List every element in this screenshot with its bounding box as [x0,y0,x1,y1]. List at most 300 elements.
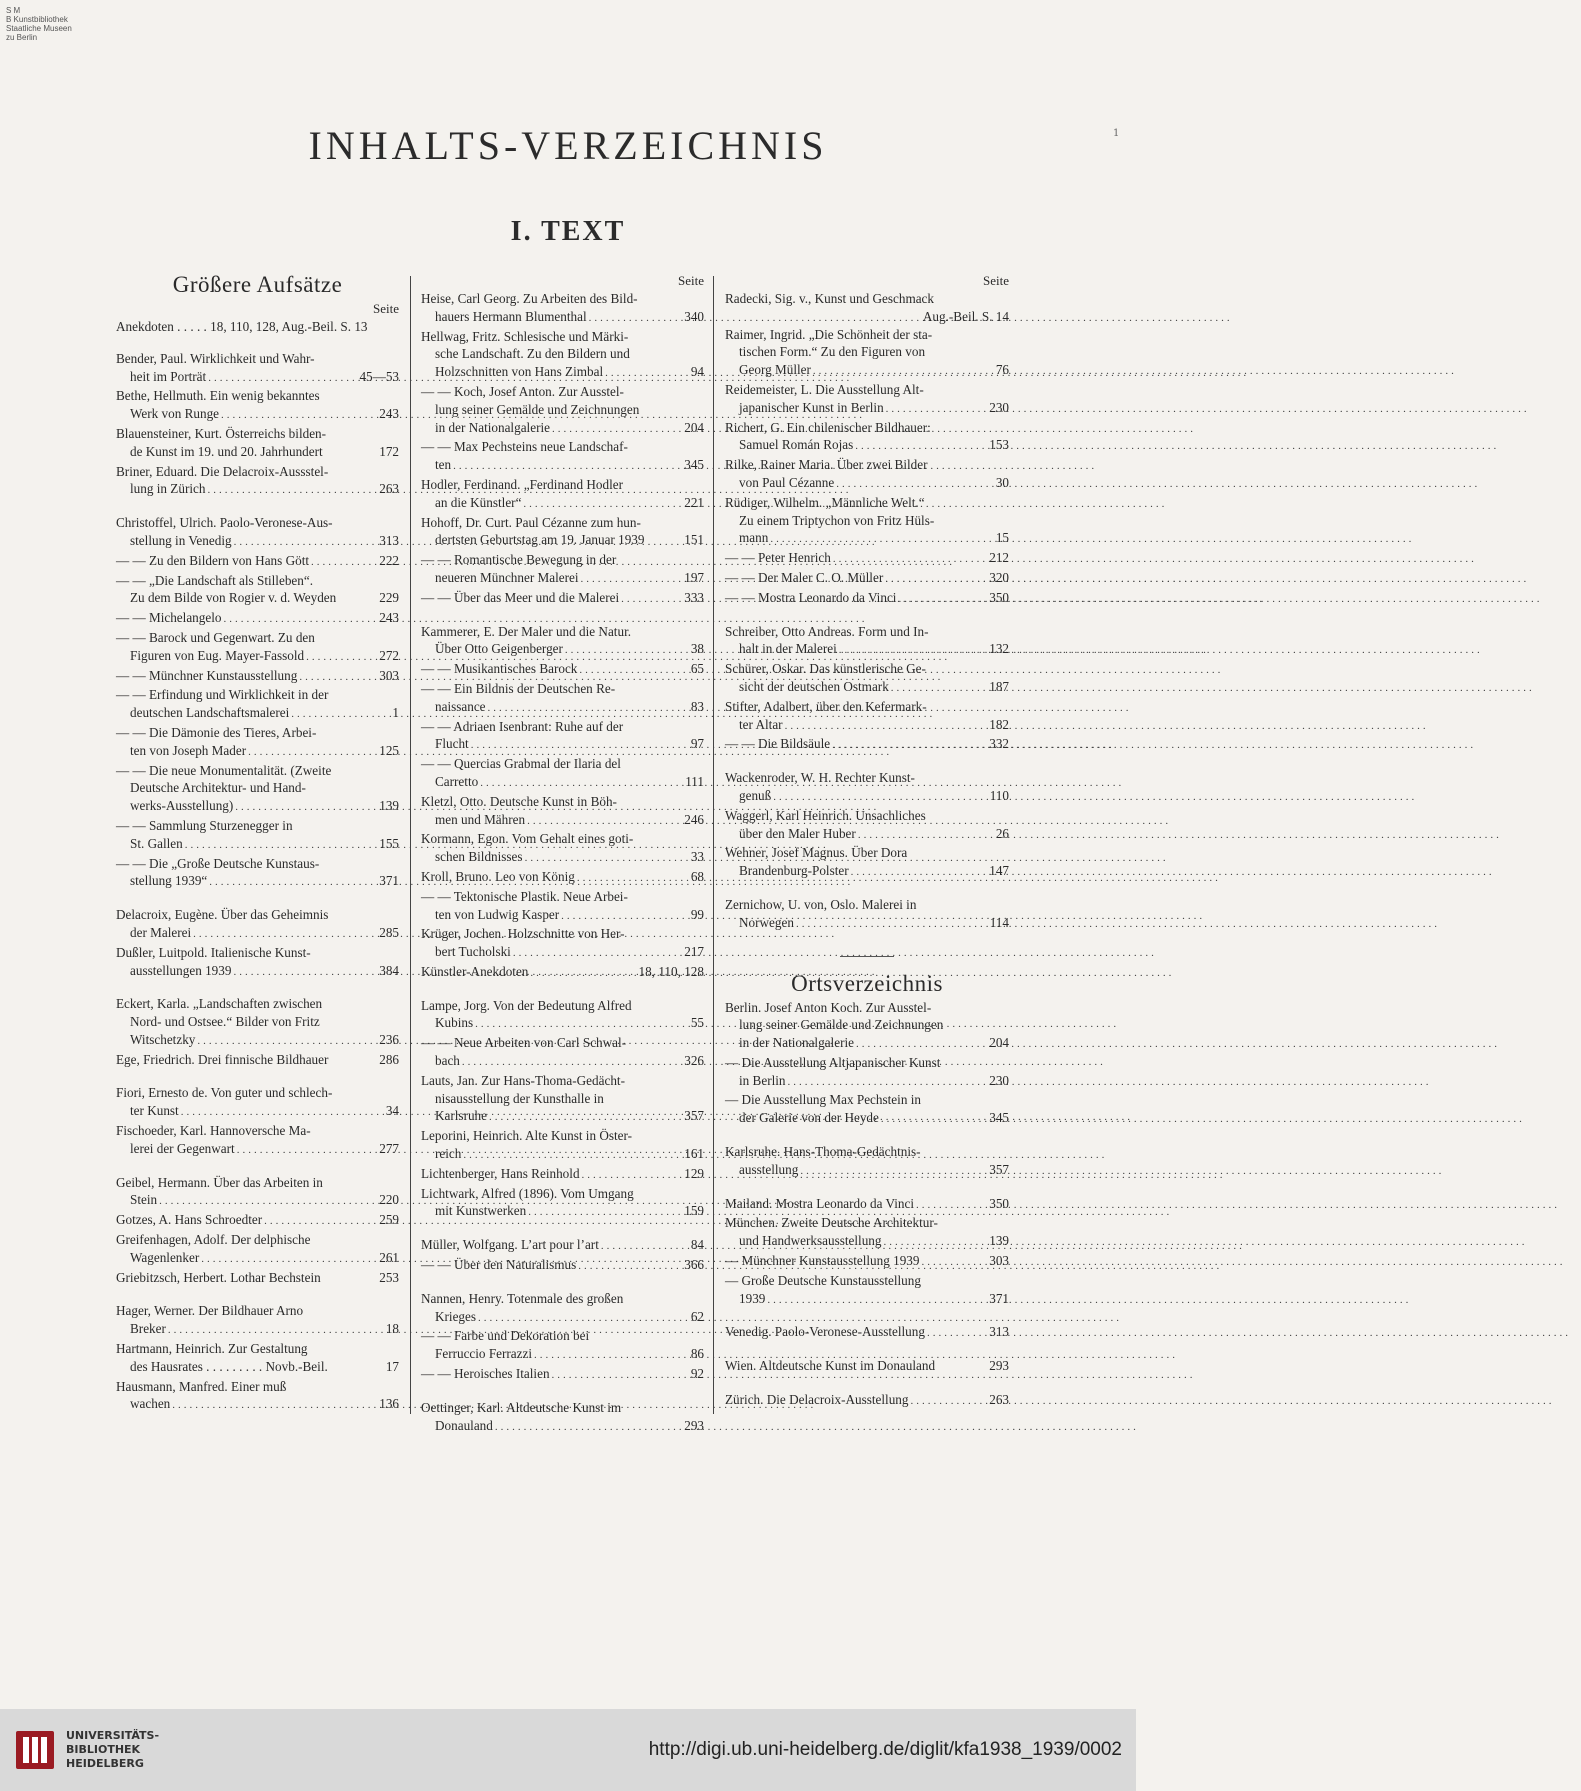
entry-title: Breker [130,1321,166,1337]
leader-dots [480,775,683,793]
page-number: 350 [989,589,1009,605]
index-entry [421,925,704,963]
index-entry [421,438,704,476]
leader-dots [773,789,987,807]
entry-title: lerei der Gegenwart [130,1140,235,1156]
index-entry [725,589,1009,609]
leader-dots [223,611,377,629]
stamp-line: B Kunstbibliothek [6,15,68,24]
index-entry [421,1256,704,1276]
entry-line [116,609,399,629]
index-entry [725,381,1009,419]
index-entry [421,1034,704,1072]
page-number: 86 [690,1346,704,1362]
page-number: 17 [385,1358,399,1374]
entry-line [421,773,704,793]
page-number: 182 [989,716,1009,732]
entry-title: Samuel Román Rojas [739,437,854,453]
index-entry [421,830,704,868]
entry-line: Reidemeister, L. Die Ausstellung Alt- [725,381,924,397]
leader-dots [916,1197,987,1215]
entry-line: München. Zweite Deutsche Architektur- [725,1215,938,1231]
entry-line [725,825,1009,845]
index-entry [116,1174,399,1212]
index-entry [725,1143,1009,1181]
leader-dots [856,1036,987,1054]
page-number: 18, 110, 128 [638,963,704,979]
entry-line: — — Ein Bildnis der Deutschen Re- [421,680,616,696]
entry-line [725,862,1009,882]
entry-line [421,456,704,476]
entry-line [421,589,704,609]
entry-title: ten von Ludwig Kasper [435,906,560,922]
entry-line [725,569,1009,589]
page-number: 229 [379,590,399,606]
leader-dots [495,1419,682,1437]
leader-dots [209,874,377,892]
leader-dots [513,945,682,963]
page-number: 345 [684,457,704,473]
page-number: 220 [379,1192,399,1208]
entry-title: deutschen Landschaftsmalerei [130,705,290,721]
page-number: 45—53 [359,368,399,384]
entry-line [421,308,704,328]
entry-line [725,399,1009,419]
leader-dots [291,706,390,724]
entry-line: — — Farbe und Dekoration bei [421,1328,590,1344]
leader-dots [836,476,994,494]
index-entry [116,463,399,501]
entry-line [725,678,1009,698]
leader-dots [311,554,377,572]
leader-dots [201,1251,377,1269]
entry-line [421,1202,704,1222]
entry-title: Griebitzsch, Herbert. Lothar Bechstein [116,1269,321,1285]
leader-dots [898,591,987,609]
index-entry [421,888,704,926]
stamp-line: zu Berlin [6,33,38,42]
index-entry [725,698,1009,736]
entry-line: — — Die neue Monumentalität. (Zweite [116,762,332,778]
entry-line: — Große Deutsche Kunstausstellung [725,1272,921,1288]
entry-title: — — Der Maler C. O. Müller [725,569,884,585]
entry-line [116,872,399,892]
library-logo-icon [14,1729,56,1771]
page-label: Seite [678,273,704,288]
entry-line [725,1391,1009,1411]
page-number: 221 [684,494,704,510]
entry-title: halt in der Malerei [739,641,837,657]
leader-dots [159,1193,377,1211]
entry-line [116,667,399,687]
leader-dots [475,1016,689,1034]
index-entry [116,572,399,610]
leader-dots [851,864,988,882]
page-number: 357 [989,1161,1009,1177]
leader-dots [922,1254,988,1272]
entry-title: Carretto [435,773,479,789]
entry-title: — — Zu den Bildern von Hans Gött [116,552,310,568]
column-larger-essays [116,272,399,1415]
leader-dots [528,1204,682,1222]
leader-dots [832,737,987,755]
entry-title: ter Kunst [130,1103,179,1119]
index-entry [421,383,704,438]
entry-line [725,640,1009,660]
entry-title: Georg Müller [739,362,811,378]
entry-line [725,549,1009,569]
entry-line [116,1395,399,1415]
library-name-line: UNIVERSITÄTS- [66,1729,160,1742]
entry-title: Künstler-Anekdoten [421,963,529,979]
entry-line: lung seiner Gemälde und Zeichnungen [435,401,640,417]
index-entry [421,660,704,680]
entry-line: Bender, Paul. Wirklichkeit und Wahr- [116,350,315,366]
entry-line: Hellwag, Fritz. Schlesische und Märki- [421,328,629,344]
page-number: 136 [379,1396,399,1412]
page-number: 147 [989,863,1009,879]
entry-line: — — Quercias Grabmal der Ilaria del [421,756,621,772]
leader-dots [552,1367,689,1385]
index-entry [421,589,704,609]
leader-dots [885,571,987,589]
leader-dots [577,870,689,888]
leader-dots [207,482,377,500]
entry-line [421,848,704,868]
entry-line: Blauensteiner, Kurt. Österreichs bilden- [116,425,327,441]
entry-title: Ege, Friedrich. Drei finnische Bildhauer [116,1051,329,1067]
page-number: 263 [379,481,399,497]
entry-title: bach [435,1053,460,1069]
entry-title: Zu dem Bilde von Rogier v. d. Weyden [130,590,337,606]
entry-line [421,531,704,551]
entry-title: und Handwerksausstellung [739,1233,882,1249]
leader-dots [168,1322,384,1340]
index-entry [421,623,704,661]
entry-line: Berlin. Josef Anton Koch. Zur Ausstel- [725,999,932,1015]
leader-dots [788,1074,988,1092]
page-number: 151 [684,532,704,548]
leader-dots [883,1234,987,1252]
leader-dots [881,1111,987,1129]
page-mark: 1 [1113,128,1120,139]
leader-dots [770,531,994,549]
page-number: 320 [989,569,1009,585]
entry-line: — — Die Dämonie des Tieres, Arbei- [116,724,317,740]
entry-line: — — Max Pechsteins neue Landschaf- [421,439,628,455]
leader-dots [233,964,377,982]
entry-line [421,569,704,589]
entry-line: — — Tektonische Plastik. Neue Arbei- [421,888,628,904]
entry-line: Leporini, Heinrich. Alte Kunst in Öster- [421,1128,633,1144]
section-title: I. TEXT [510,216,626,247]
leader-dots [478,1310,689,1328]
entry-line [116,647,399,667]
leader-dots [530,965,636,983]
leader-dots [565,642,689,660]
stamp-line: Staatliche Museen [6,24,72,33]
entry-title: der Malerei [130,924,192,940]
entry-title: — — Mostra Leonardo da Vinci [725,589,897,605]
entry-line [725,716,1009,736]
index-entry [116,1302,399,1340]
entry-line: nisausstellung der Kunsthalle in [435,1090,604,1106]
leader-dots [463,1147,682,1165]
index-entry [725,623,1009,661]
entry-title: Kroll, Bruno. Leo von König [421,868,575,884]
page-number: 217 [684,944,704,960]
leader-dots [855,438,987,456]
entry-line: Schürer, Oskar. Das künstlerische Ge- [725,661,926,677]
index-entry [421,1165,704,1185]
page-number: 97 [690,736,704,752]
entry-title: mann [739,530,769,546]
entry-title: Venedig. Paolo-Veronese-Ausstellung [725,1324,925,1340]
entry-line [725,1161,1009,1181]
entry-title: in Berlin [739,1072,786,1088]
leader-dots [891,680,987,698]
leader-dots [927,1325,987,1343]
entry-line: Richert, G. Ein chilenischer Bildhauer: [725,419,931,435]
library-stamp [6,6,72,42]
index-entry [116,514,399,552]
entry-line: Anekdoten . . . . . 18, 110, 128, Aug.-Beil. S. 13 [116,319,368,334]
leader-dots [185,837,377,855]
index-entry [421,793,704,831]
entry-line [725,1109,1009,1129]
entry-line [116,589,399,609]
index-entry [725,1272,1009,1310]
page-number: 18 [385,1321,399,1337]
leader-dots [208,370,357,388]
entry-line [725,735,1009,755]
entry-title: — — Über das Meer und die Malerei [421,589,620,605]
entry-line [116,1140,399,1160]
entry-line [116,1269,399,1289]
entry-title: de Kunst im 19. und 20. Jahrhundert [130,443,323,459]
page-number: 92 [690,1366,704,1382]
leader-dots [601,1238,689,1256]
entry-line: Zu einem Triptychon von Fritz Hüls- [739,512,935,528]
page-number: 159 [684,1203,704,1219]
entry-line [116,480,399,500]
page-number: 303 [989,1253,1009,1269]
index-entry [421,718,704,756]
entry-title: über den Maler Huber [739,825,856,841]
entry-line [421,735,704,755]
entry-title: in der Nationalgalerie [435,419,550,435]
column-essays-and-places [725,272,1009,1411]
entry-title: heit im Porträt [130,368,207,384]
index-entry [421,1290,704,1328]
entry-line [421,1107,704,1127]
index-entry [116,1122,399,1160]
page-number: 139 [379,798,399,814]
entry-title: werks-Ausstellung) [130,798,234,814]
leader-dots [237,1142,378,1160]
entry-line [421,640,704,660]
entry-line [421,363,704,383]
entry-line [116,924,399,944]
index-entry [421,1365,704,1385]
entry-line: Fischoeder, Karl. Hannoversche Ma- [116,1123,311,1139]
entry-line [725,787,1009,807]
entry-line: Fiori, Ernesto de. Von guter und schlech- [116,1085,333,1101]
entry-line: Kletzl, Otto. Deutsche Kunst in Böh- [421,793,617,809]
page-number: 261 [379,1249,399,1265]
entry-line [421,1052,704,1072]
entry-line: — — Neue Arbeiten von Carl Schwal- [421,1035,627,1051]
footer-bar [0,1709,1136,1791]
entry-line: Christoffel, Ulrich. Paolo-Veronese-Aus- [116,515,333,531]
entry-title: — — Über den Naturalismus [421,1257,577,1273]
page-number: 38 [690,641,704,657]
entry-title: — — Die Bildsäule [725,736,831,752]
entry-line: Stifter, Adalbert, über den Kefermark- [725,698,927,714]
index-entry [116,1378,399,1416]
entry-line [421,1236,704,1256]
page-number: 246 [684,811,704,827]
page-number: 172 [379,443,399,459]
page-number: 350 [989,1195,1009,1211]
page-number: 30 [995,474,1009,490]
entry-line [421,906,704,926]
entry-title: Wien. Altdeutsche Kunst im Donauland [725,1358,936,1374]
section-divider [840,956,894,957]
index-entry [725,1091,1009,1129]
leader-dots [534,1347,689,1365]
entry-line [421,419,704,439]
leader-dots [306,649,377,667]
page-number: 129 [684,1165,704,1181]
entry-line [116,797,399,817]
entry-title: Ferruccio Ferrazzi [435,1346,533,1362]
entry-line: Wehner, Josef Magnus. Über Dora [725,845,908,861]
entry-title: ten von Joseph Mader [130,742,247,758]
entry-line [116,1191,399,1211]
leader-dots [858,827,994,845]
entry-line: Nord- und Ostsee.“ Bilder von Fritz [130,1014,320,1030]
entry-title: men und Mähren [435,811,526,827]
entry-title: Über Otto Geigenberger [435,641,563,657]
entry-line [116,1031,399,1051]
entry-line [116,405,399,425]
leader-dots [299,669,377,687]
page-number: 110 [989,787,1009,803]
entry-title: Holzschnitten von Hans Zimbal [435,364,604,380]
leader-dots [796,916,988,934]
index-entry [725,769,1009,807]
entry-title: schen Bildnisses [435,849,523,865]
page-number: 155 [379,835,399,851]
entry-line: Schreiber, Otto Andreas. Form und In- [725,623,929,639]
index-entry [116,425,399,463]
index-entry [421,868,704,888]
index-entry [116,855,399,893]
index-entry [116,762,399,817]
entry-line: Eckert, Karla. „Landschaften zwischen [116,996,323,1012]
index-entry [421,680,704,718]
entry-title: ten [435,457,452,473]
page-number: 243 [379,610,399,626]
page-number: 15 [995,530,1009,546]
entry-title: in der Nationalgalerie [739,1035,854,1051]
entry-line [116,1358,399,1378]
index-entry [116,944,399,982]
leader-dots [561,908,689,926]
leader-dots [581,571,683,589]
entry-line: Lauts, Jan. Zur Hans-Thoma-Gedächt- [421,1072,625,1088]
page-number: 197 [684,569,704,585]
entry-title: St. Gallen [130,835,183,851]
index-entry [116,609,399,629]
page-number: 111 [685,773,704,789]
page-number: 55 [690,1015,704,1031]
entry-line [421,943,704,963]
index-entry [116,387,399,425]
entry-title: Figuren von Eug. Mayer-Fassold [130,647,305,663]
entry-line [421,811,704,831]
page-number: 303 [379,667,399,683]
entry-title: an die Künstler“ [435,494,522,510]
leader-dots [578,1258,682,1276]
entry-line: Raimer, Ingrid. „Die Schönheit der sta- [725,326,933,342]
page-number: 65 [690,661,704,677]
index-entry [116,1084,399,1122]
entry-title: Norwegen [739,914,794,930]
entry-line [725,436,1009,456]
page-number: 236 [379,1031,399,1047]
leader-dots [193,926,377,944]
source-url-link[interactable]: http://digi.ub.uni-heidelberg.de/diglit/kfa1938_1939/0002 [648,1739,1122,1760]
index-entry [116,552,399,572]
entry-line [725,1072,1009,1092]
entry-title: ausstellungen 1939 [130,962,232,978]
index-entry [725,1323,1009,1343]
leader-dots [489,1109,682,1127]
entry-line: lung seiner Gemälde und Zeichnungen [739,1017,944,1033]
entry-line [725,1195,1009,1215]
stamp-line: S M [6,6,21,15]
entry-line: Bethe, Hellmuth. Ein wenig bekanntes [116,388,320,404]
page-number: 293 [684,1417,704,1433]
page-number: 277 [379,1140,399,1156]
index-entry [421,476,704,514]
entry-line: Karlsruhe. Hans-Thoma-Gedächtnis- [725,1144,921,1160]
page-number: 263 [989,1392,1009,1408]
entry-line: Waggerl, Karl Heinrich. Unsachliches [725,807,926,823]
entry-line: — — Adriaen Isenbrant: Ruhe auf der [421,718,624,734]
page-number: 84 [690,1237,704,1253]
column-essays-continued [421,272,704,1436]
entry-line [116,1051,399,1071]
index-entry [725,569,1009,589]
entry-line: Hausmann, Manfred. Einer muß [116,1378,287,1394]
entry-line [421,1014,704,1034]
page-number: 222 [379,552,399,568]
leader-dots [488,700,689,718]
leader-dots [813,363,994,381]
leader-dots [197,1033,377,1051]
entry-title: ausstellung [739,1161,799,1177]
page-number: 253 [379,1269,399,1285]
page-number: 230 [989,1072,1009,1088]
entry-title: — Münchner Kunstausstellung 1939 [725,1253,920,1269]
entry-line [116,368,399,388]
entry-line: Zernichow, U. von, Oslo. Malerei in [725,896,917,912]
index-entry [725,999,1009,1054]
index-entry [116,1231,399,1269]
